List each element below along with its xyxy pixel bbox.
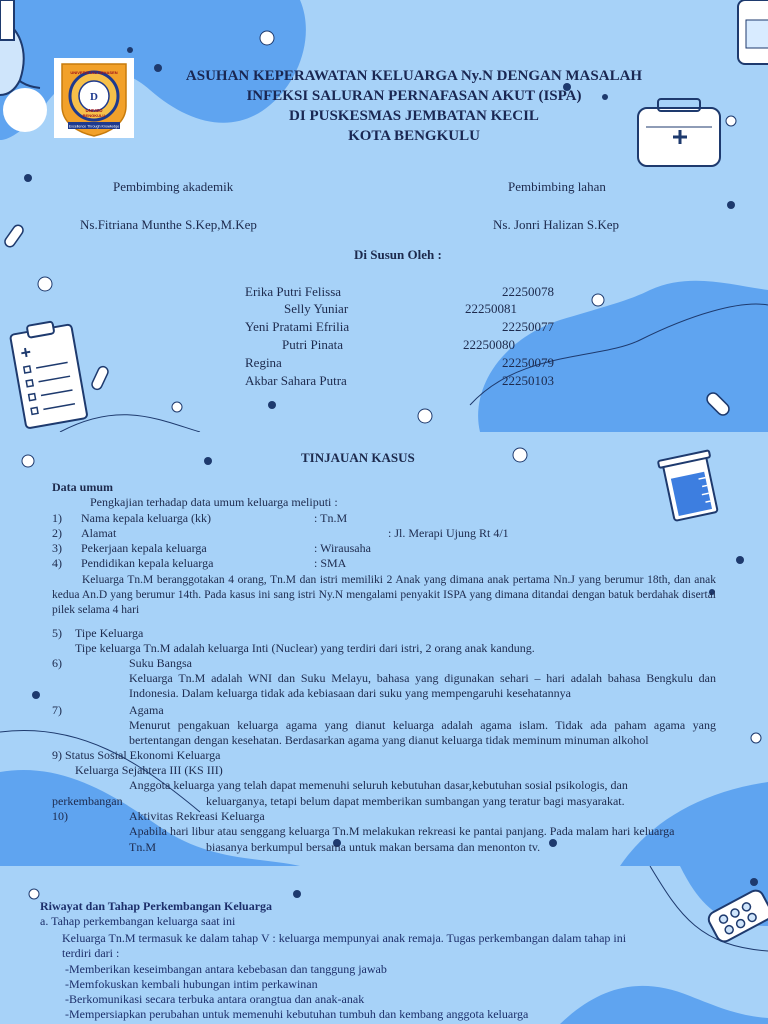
section-text: Anggota keluarga yang telah dapat memenuhi seluruh kebutuhan dasar,kebutuhan sosial psikologis, dan (129, 778, 628, 792)
member-name: Yeni Pratami Efrilia (245, 319, 350, 334)
pill-icon (3, 223, 25, 248)
development-task-item: -Mempersiapkan perubahan untuk memenuhi kebutuhan tumbuh dan kembang anggota keluarga (65, 1007, 529, 1021)
pill-icon (90, 365, 109, 391)
field-supervisor-name: Ns. Jonri Halizan S.Kep (493, 217, 620, 232)
section-text: Tn.M (129, 840, 156, 854)
title-line: INFEKSI SALURAN PERNAFASAN AKUT (ISPA) (246, 88, 582, 104)
item-label: Pendidikan kepala keluarga (81, 556, 214, 570)
section-text: Apabila hari libur atau senggang keluarga Tn.M melakukan rekreasi ke pantai panjang. Pada malam hari keluarga (129, 824, 675, 838)
family-development-text: Keluarga Tn.M termasuk ke dalam tahap V : keluarga mempunyai anak remaja. Tugas perkembangan dalam tahap ini (62, 931, 627, 945)
svg-text:UNIVERSITAS DEHASEN: UNIVERSITAS DEHASEN (70, 70, 118, 75)
academic-supervisor-name: Ns.Fitriana Munthe S.Kep,M.Kep (80, 217, 257, 232)
slide-case-review (0, 432, 768, 866)
title-line: DI PUSKESMAS JEMBATAN KECIL (289, 108, 539, 124)
section-text: keluarganya, tetapi belum dapat memberikan sumbangan yang teratur bagi masyarakat. (206, 794, 625, 808)
family-development-subheading: a. Tahap perkembangan keluarga saat ini (40, 914, 236, 928)
member-id: 22250081 (465, 301, 517, 316)
svg-text:Excellence Through Knowledge: Excellence Through Knowledge (68, 124, 120, 129)
member-id: 22250077 (502, 319, 554, 334)
title-line: ASUHAN KEPERAWATAN KELUARGA Ny.N DENGAN MASALAH (185, 68, 643, 84)
section-title: Aktivitas Rekreasi Keluarga (129, 809, 265, 823)
development-task-item: -Memberikan keseimbangan antara kebebasan dan tanggung jawab (65, 962, 387, 976)
member-name: Akbar Sahara Putra (245, 373, 347, 388)
member-name: Putri Pinata (282, 337, 344, 352)
university-logo (54, 58, 134, 138)
section-number: 7) (52, 703, 62, 717)
item-label: Nama kepala keluarga (kk) (81, 511, 212, 525)
section-title: Suku Bangsa (129, 656, 192, 670)
section-text: Menurut pengakuan keluarga agama yang dianut keluarga adalah agama islam. Tidak ada paham agama yang bertentangan dengan kesehatan. Berdasarkan agama yang dianut keluarga tidak meminum minuman alkohol (129, 718, 716, 747)
general-data-heading: Data umum (52, 480, 114, 494)
section-subtitle: Keluarga Sejahtera III (KS III) (75, 763, 223, 777)
clipboard-icon (9, 318, 88, 428)
member-name: Regina (245, 355, 282, 370)
section-number: 6) (52, 656, 62, 670)
member-id: 22250103 (502, 373, 554, 388)
section-text: perkembangan (52, 794, 123, 808)
item-number: 3) (52, 541, 62, 555)
field-supervisor-label: Pembimbing lahan (508, 179, 606, 194)
general-data-intro: Pengkajian terhadap data umum keluarga meliputi : (90, 495, 338, 509)
section-text: Tipe keluarga Tn.M adalah keluarga Inti (Nuclear) yang terdiri dari istri, 2 orang anak kandung. (75, 641, 535, 655)
svg-text:UNIVED: UNIVED (85, 108, 103, 113)
development-task-item: -Memfokuskan kembali hubungan intim perkawinan (65, 977, 318, 991)
section-title: 9) Status Sosial Ekonomi Keluarga (52, 748, 221, 762)
svg-text:D: D (90, 91, 98, 103)
beaker-icon (658, 450, 722, 521)
section-number: 5) (52, 626, 62, 640)
item-number: 1) (52, 511, 62, 525)
member-name: Erika Putri Felissa (245, 284, 342, 299)
title-line: KOTA BENGKULU (348, 128, 480, 144)
case-review-heading: TINJAUAN KASUS (301, 450, 415, 465)
item-label: Pekerjaan kepala keluarga (81, 541, 207, 555)
item-value: : Tn.M (314, 511, 348, 525)
section-title: Agama (129, 703, 164, 717)
svg-text:BENGKULU: BENGKULU (82, 113, 106, 118)
medicine-bottle-icon (738, 0, 768, 64)
section-text: Keluarga Tn.M adalah WNI dan Suku Melayu, bahasa yang digunakan sehari – hari adalah bahasa Bengkulu dan Indonesia. Dalam keluarga tidak ada kebiasaan dari suku yang mempengaruhi kesehatannya (129, 671, 716, 700)
academic-supervisor-label: Pembimbing akademik (113, 179, 234, 194)
member-id: 22250080 (463, 337, 515, 352)
member-id: 22250079 (502, 355, 554, 370)
item-value: : Wirausaha (314, 541, 371, 555)
item-label: Alamat (81, 526, 117, 540)
family-description: Keluarga Tn.M beranggotakan 4 orang, Tn.M dan istri memiliki 2 Anak yang dimana anak pertama Nn.J yang berumur 18th, dan anak kedua An.D yang berumur 14th. Pada kasus ini sang istri Ny.N mengalami penyakit ISPA yang dimana ditandai dengan batuk berdahak disertai pilek selama 4 hari (52, 574, 716, 616)
item-value: : SMA (314, 556, 347, 570)
item-number: 4) (52, 556, 62, 570)
development-task-item: -Berkomunikasi secara terbuka antara orangtua dan anak-anak (65, 992, 365, 1006)
family-development-heading: Riwayat dan Tahap Perkembangan Keluarga (40, 899, 273, 913)
cover-title (150, 66, 678, 146)
member-id: 22250078 (502, 284, 554, 299)
item-value: : Jl. Merapi Ujung Rt 4/1 (388, 526, 509, 540)
item-number: 2) (52, 526, 62, 540)
family-development-text: terdiri dari : (62, 946, 120, 960)
section-title: Tipe Keluarga (75, 626, 144, 640)
slide-cover (0, 0, 768, 432)
slide-family-development (0, 866, 768, 1024)
authored-by-label: Di Susun Oleh : (354, 247, 442, 262)
section-number: 10) (52, 809, 68, 823)
member-name: Selly Yuniar (284, 301, 349, 316)
section-text: biasanya berkumpul bersama untuk makan bersama dan menonton tv. (206, 840, 541, 854)
